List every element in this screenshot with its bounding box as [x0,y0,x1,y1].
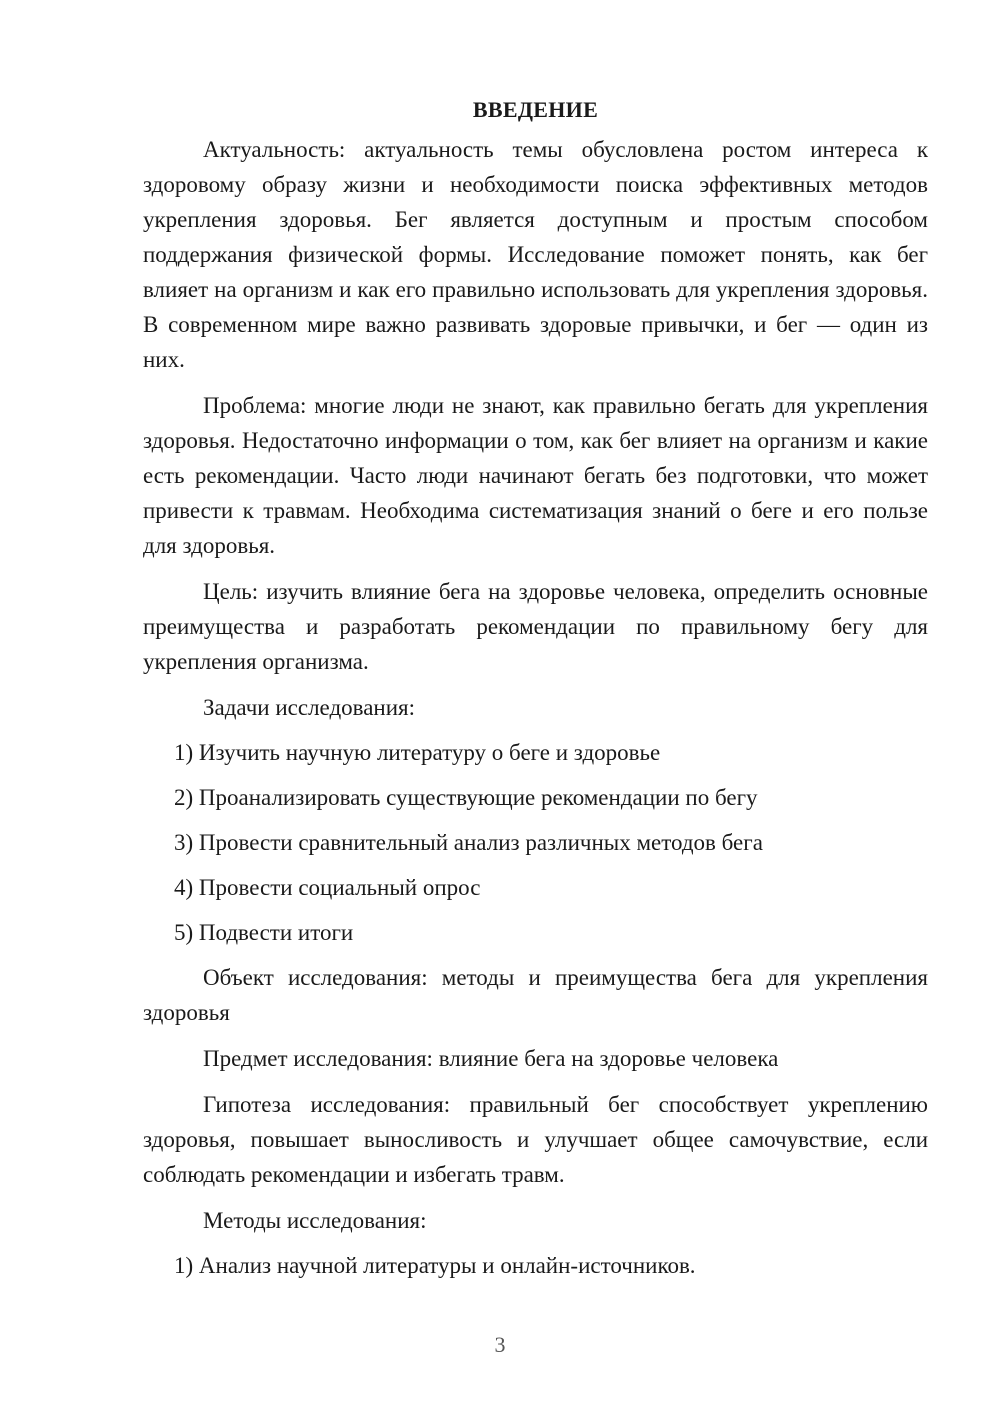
goal-paragraph: Цель: изучить влияние бега на здоровье человека, определить основные преимущества и разработать рекомендации по правильному бегу для укрепления организма. [143,579,928,674]
list-item: 3) Провести сравнительный анализ различных методов бега [174,830,763,855]
list-item: 2) Проанализировать существующие рекомендации по бегу [174,785,758,810]
page-title: ВВЕДЕНИЕ [472,97,599,122]
relevance-paragraph: Актуальность: актуальность темы обусловлена ростом интереса к здоровому образу жизни и необходимости поиска эффективных методов укрепления здоровья. Бег является доступным и простым способом поддержания физической формы. Исследование поможет понять, как бег влияет на организм и как его правильно использовать для укрепления здоровья. В современном мире важно развивать здоровые привычки, и бег — один из них. [143,137,928,372]
page-content [143,92,928,1293]
list-item: 1) Изучить научную литературу о беге и здоровье [174,740,661,765]
list-item: 4) Провести социальный опрос [174,875,481,900]
list-item: 5) Подвести итоги [174,920,354,945]
hypothesis-paragraph: Гипотеза исследования: правильный бег способствует укреплению здоровья, повышает выносливость и улучшает общее самочувствие, если соблюдать рекомендации и избегать травм. [143,1092,928,1187]
tasks-heading: Задачи исследования: [203,695,416,720]
subject-paragraph: Предмет исследования: влияние бега на здоровье человека [203,1046,779,1071]
object-paragraph: Объект исследования: методы и преимущества бега для укрепления здоровья [143,965,928,1025]
list-item: 1) Анализ научной литературы и онлайн-источников. [174,1253,696,1278]
page-number: 3 [494,1332,506,1357]
tasks-list [143,735,928,950]
methods-list [143,1248,928,1283]
methods-heading: Методы исследования: [203,1208,427,1233]
problem-paragraph: Проблема: многие люди не знают, как правильно бегать для укрепления здоровья. Недостаточно информации о том, как бег влияет на организм и какие есть рекомендации. Часто люди начинают бегать без подготовки, что может привести к травмам. Необходима систематизация знаний о беге и его пользе для здоровья. [143,393,928,558]
